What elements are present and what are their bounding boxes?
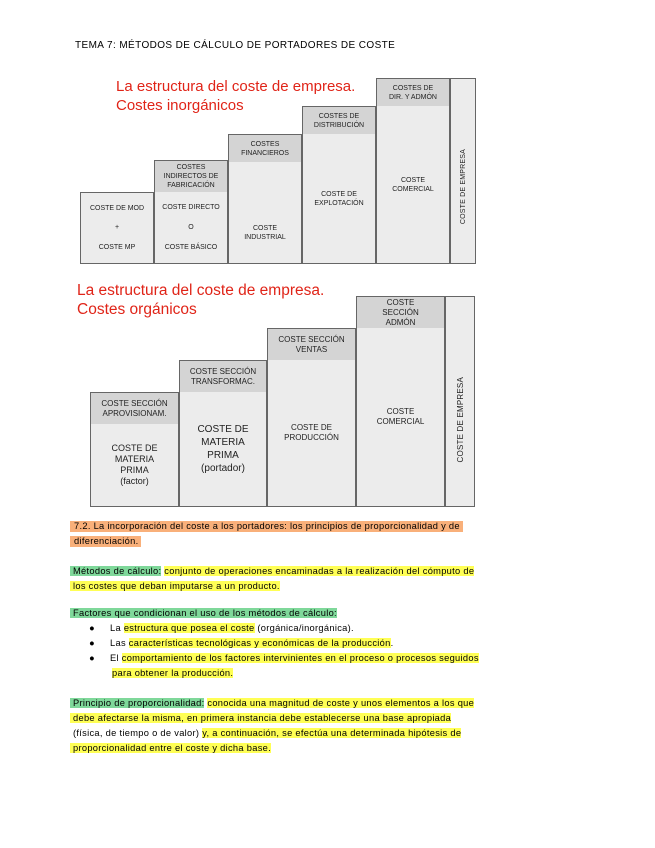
fig2-col4-body-label: COSTE COMERCIAL — [376, 407, 425, 426]
principio-paragraph — [70, 696, 474, 756]
fig2-col5 — [445, 296, 475, 507]
figure1-title-line1: La estructura del coste de empresa. — [116, 78, 356, 95]
figure2-title-line1: La estructura del coste de empresa. — [77, 282, 325, 299]
fig1-col1-line2: + — [114, 224, 120, 232]
principio-line4: proporcionalidad entre el coste y dicha base. — [70, 743, 271, 753]
fig1-col3-body-label: COSTE INDUSTRIAL — [244, 224, 286, 241]
b1-post: (orgánica/inorgánica). — [254, 623, 354, 633]
fig1-col3-body — [228, 162, 302, 264]
principio-line2: debe afectarse la misma, en primera instancia debe establecerse una base apropiada — [70, 713, 451, 723]
fig1-col1-body — [80, 192, 154, 264]
factores-list — [80, 621, 479, 681]
fig1-col2-head — [154, 160, 228, 192]
fig2-col5-label: COSTE DE EMPRESA — [455, 377, 465, 463]
fig2-col1-body — [90, 424, 179, 507]
factores-label: Factores que condicionan el uso de los métodos de cálculo: — [70, 608, 337, 618]
fig2-col3-head-label: COSTE SECCIÓN VENTAS — [278, 334, 345, 354]
fig1-col3-head-label: COSTES FINANCIEROS — [241, 140, 289, 157]
fig1-col6 — [450, 78, 476, 264]
fig1-col2-line2: O — [188, 223, 194, 231]
section-heading-line2: diferenciación. — [70, 536, 141, 547]
fig2-col2-head — [179, 360, 267, 392]
bullet-icon: ● — [89, 623, 95, 633]
fig1-col5-body — [376, 106, 450, 264]
fig1-col4-head — [302, 106, 376, 134]
list-item — [80, 651, 479, 681]
b2-post: . — [390, 638, 394, 648]
fig1-col3-head — [228, 134, 302, 162]
b3-pre: El — [110, 653, 122, 663]
fig1-col1-line1: COSTE DE MOD — [89, 205, 145, 213]
principio-line3-plain: (física, de tiempo o de valor) — [73, 728, 200, 738]
metodos-label: Métodos de cálculo: — [70, 566, 161, 576]
metodos-def-line1: conjunto de operaciones encaminadas a la realización del cómputo de — [164, 566, 475, 576]
fig2-col1-head-label: COSTE SECCIÓN APROVISIONAM. — [101, 398, 168, 418]
bullet-icon: ● — [89, 653, 95, 663]
fig1-col2-body — [154, 192, 228, 264]
principio-label: Principio de proporcionalidad: — [70, 698, 204, 708]
list-item — [80, 621, 479, 636]
fig2-col1-head — [90, 392, 179, 424]
fig1-col5-head-label: COSTES DE DIR. Y ADMÓN — [389, 84, 437, 101]
b2-hl: características tecnológicas y económicas de la producción — [128, 638, 391, 648]
fig1-col4-body-label: COSTE DE EXPLOTACIÓN — [314, 190, 364, 207]
principio-line3-hl: y, a continuación, se efectúa una determinada hipótesis de — [202, 728, 462, 738]
fig1-col6-label: COSTE DE EMPRESA — [459, 149, 467, 225]
list-item — [80, 636, 479, 651]
section-heading — [70, 519, 463, 549]
b1-pre: La — [110, 623, 124, 633]
fig2-col3-head — [267, 328, 356, 360]
fig2-col4-body — [356, 328, 445, 507]
fig1-col4-head-label: COSTES DE DISTRIBUCIÓN — [313, 112, 365, 129]
metodos-def-line2: los costes que deban imputarse a un producto. — [70, 581, 280, 591]
fig1-col1-line3: COSTE MP — [98, 243, 136, 251]
fig1-col2-line3: COSTE BÁSICO — [164, 243, 218, 251]
fig2-col2-body — [179, 392, 267, 507]
metodos-paragraph — [70, 564, 474, 594]
factores-heading — [70, 606, 337, 621]
fig1-col4-body — [302, 134, 376, 264]
fig1-col2-line1: COSTE DIRECTO — [162, 204, 220, 212]
fig2-col3-body — [267, 360, 356, 507]
figure-costes-organicos — [75, 280, 478, 510]
b3-hl1: comportamiento de los factores intervinientes en el proceso o procesos seguidos — [121, 653, 479, 663]
fig2-col2-head-label: COSTE SECCIÓN TRANSFORMAC. — [189, 366, 257, 386]
fig2-col4-head — [356, 296, 445, 328]
b1-hl: estructura que posea el coste — [123, 623, 255, 633]
b3-hl2: para obtener la producción. — [112, 668, 234, 678]
page-header: TEMA 7: MÉTODOS DE CÁLCULO DE PORTADORES DE COSTE — [75, 40, 396, 51]
fig2-col3-body-label: COSTE DE PRODUCCIÓN — [284, 423, 339, 442]
fig2-col4-head-label: COSTE SECCIÓN ADMÓN — [382, 297, 419, 327]
fig1-col5-body-label: COSTE COMERCIAL — [392, 176, 434, 193]
figure1-title-line2: Costes inorgánicos — [116, 97, 244, 114]
b2-pre: Las — [110, 638, 129, 648]
bullet-icon: ● — [89, 638, 95, 648]
fig2-col2-body-label: COSTE DE MATERIA PRIMA (portador) — [197, 424, 249, 474]
fig1-col5-head — [376, 78, 450, 106]
fig1-col2-head-label: COSTES INDIRECTOS DE FABRICACIÓN — [163, 164, 219, 189]
section-heading-line1: 7.2. La incorporación del coste a los portadores: los principios de proporcionalidad y de — [70, 521, 463, 532]
principio-line1: conocida una magnitud de coste y unos elementos a los que — [207, 698, 475, 708]
fig2-col1-body-label: COSTE DE MATERIA PRIMA (factor) — [111, 443, 158, 486]
figure2-title-line2: Costes orgánicos — [77, 301, 197, 318]
figure-costes-inorganicos — [80, 76, 478, 266]
